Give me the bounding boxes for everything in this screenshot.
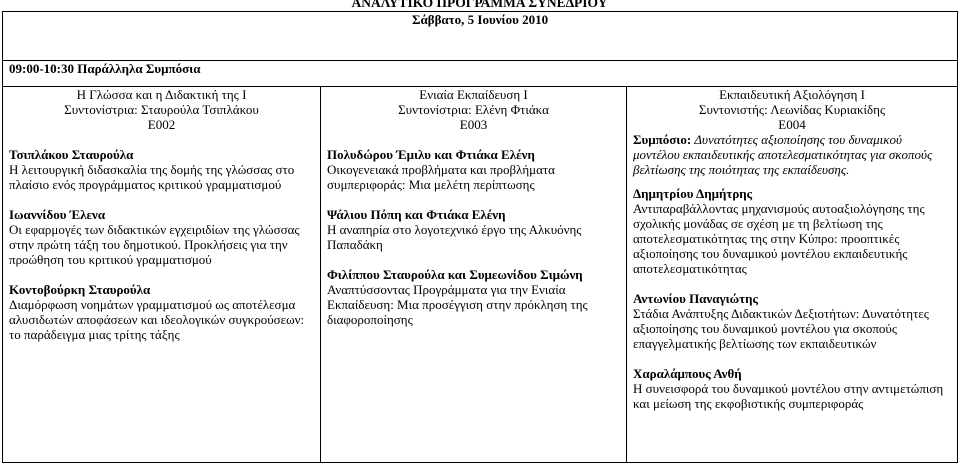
session-coordinator: Συντονιστής: Λεωνίδας Κυριακίδης [698,102,886,117]
session-header [9,87,314,132]
talk [633,366,951,411]
talk-author: Ψάλιου Πόπη και Φτιάκα Ελένη [327,207,506,222]
session-header [327,87,620,132]
talk-title: Στάδια Ανάπτυξης Διδακτικών Δεξιοτήτων: Δυνατότητες αξιοποίησης του δυναμικού μοντέλου για σκοπούς επαγγελματικής βελτίωσης των εκπαιδευτικών [633,306,929,351]
talk-title: Η αναπηρία στο λογοτεχνικό έργο της Αλκυόνης Παπαδάκη [327,222,582,252]
talk-author: Χαραλάμπους Ανθή [633,366,742,381]
talk [9,147,314,192]
document-title: ΑΝΑΛΥΤΙΚΟ ΠΡΟΓΡΑΜΜΑ ΣΥΝΕΔΡΙΟΥ [351,0,608,10]
talk-title: Αντιπαραβάλλοντας μηχανισμούς αυτοαξιολόγησης της σχολικής μονάδας σε σχέση με τη βελτίωση της αποτελεσματικότητας της στην Κύπρο: προοπτικές αξιοποίησης του δυναμικού μοντέλου εκπαιδευτικής αποτελεσματικότητας [633,201,925,276]
session-room: Ε002 [147,117,176,132]
timeslot-row [3,61,958,87]
symposium-description [633,132,951,177]
session-cell-3 [627,87,958,463]
talk-title: Η λειτουργική διδασκαλία της δομής της γλώσσας στο πλαίσιο ενός προγράμματος κριτικού γραμματισμού [9,162,295,192]
talk-title: Οι εφαρμογές των διδακτικών εγχειριδίων της γλώσσας στην πρώτη τάξη του δημοτικού. Προκλήσεις για την προώθηση του κριτικού γραμματισμού [9,222,300,267]
talk-title: Αναπτύσσοντας Προγράμματα για την Ενιαία Εκπαίδευση: Μια προσέγγιση στην πρόκληση της διαφοροποίησης [327,282,588,327]
session-room: Ε004 [778,117,806,132]
talk [327,267,620,327]
talk-title: Η συνεισφορά του δυναμικού μοντέλου στην αντιμετώπιση και μείωση της εκφοβιστικής συμπεριφοράς [633,381,944,411]
sessions-row [3,87,958,463]
date-row [3,12,958,61]
programme-table [2,11,958,463]
talk [9,282,314,342]
talk [633,291,951,351]
symposium-text: Δυνατότητες αξιοποίησης του δυναμικού μοντέλου εκπαιδευτικής αποτελεσματικότητας για σκοπούς βελτίωσης της ποιότητας της εκπαίδευσης. [633,132,933,177]
session-cell-2 [321,87,627,463]
talk-author: Τσιπλάκου Σταυρούλα [9,147,134,162]
session-room: Ε003 [459,117,488,132]
session-title: Εκπαιδευτική Αξιολόγηση Ι [719,87,865,102]
session-title: Η Γλώσσα και η Διδακτική της Ι [76,87,247,102]
talk-title: Οικογενειακά προβλήματα και προβλήματα συμπεριφοράς: Μια μελέτη περίπτωσης [327,162,555,192]
talk-author: Δημητρίου Δημήτρης [633,186,753,201]
talk [327,147,620,192]
session-title: Ενιαία Εκπαίδευση Ι [419,87,528,102]
session-header [633,87,951,132]
talk [9,207,314,267]
symposium-label: Συμπόσιο: [633,132,692,147]
talk-title: Διαμόρφωση νοημάτων γραμματισμού ως αποτέλεσμα αλυσιδωτών αποφάσεων και ιδεολογικών συγκρούσεων: το παράδειγμα μιας τρίτης τάξης [9,297,305,342]
timeslot-cell: 09:00-10:30 Παράλληλα Συμπόσια [3,61,958,87]
talk [327,207,620,252]
session-coordinator: Συντονίστρια: Σταυρούλα Τσιπλάκου [64,102,259,117]
talk [633,186,951,276]
session-coordinator: Συντονίστρια: Ελένη Φτιάκα [398,102,549,117]
talk-author: Ιωαννίδου Έλενα [9,207,106,222]
talk-author: Πολυδώρου Έμιλυ και Φτιάκα Ελένη [327,147,535,162]
talk-author: Αντωνίου Παναγιώτης [633,291,758,306]
date-cell: Σάββατο, 5 Ιουνίου 2010 [3,12,958,61]
talk-author: Φιλίππου Σταυρούλα και Συμεωνίδου Σιμώνη [327,267,583,282]
talk-author: Κοντοβούρκη Σταυρούλα [9,282,151,297]
session-cell-1 [3,87,321,463]
